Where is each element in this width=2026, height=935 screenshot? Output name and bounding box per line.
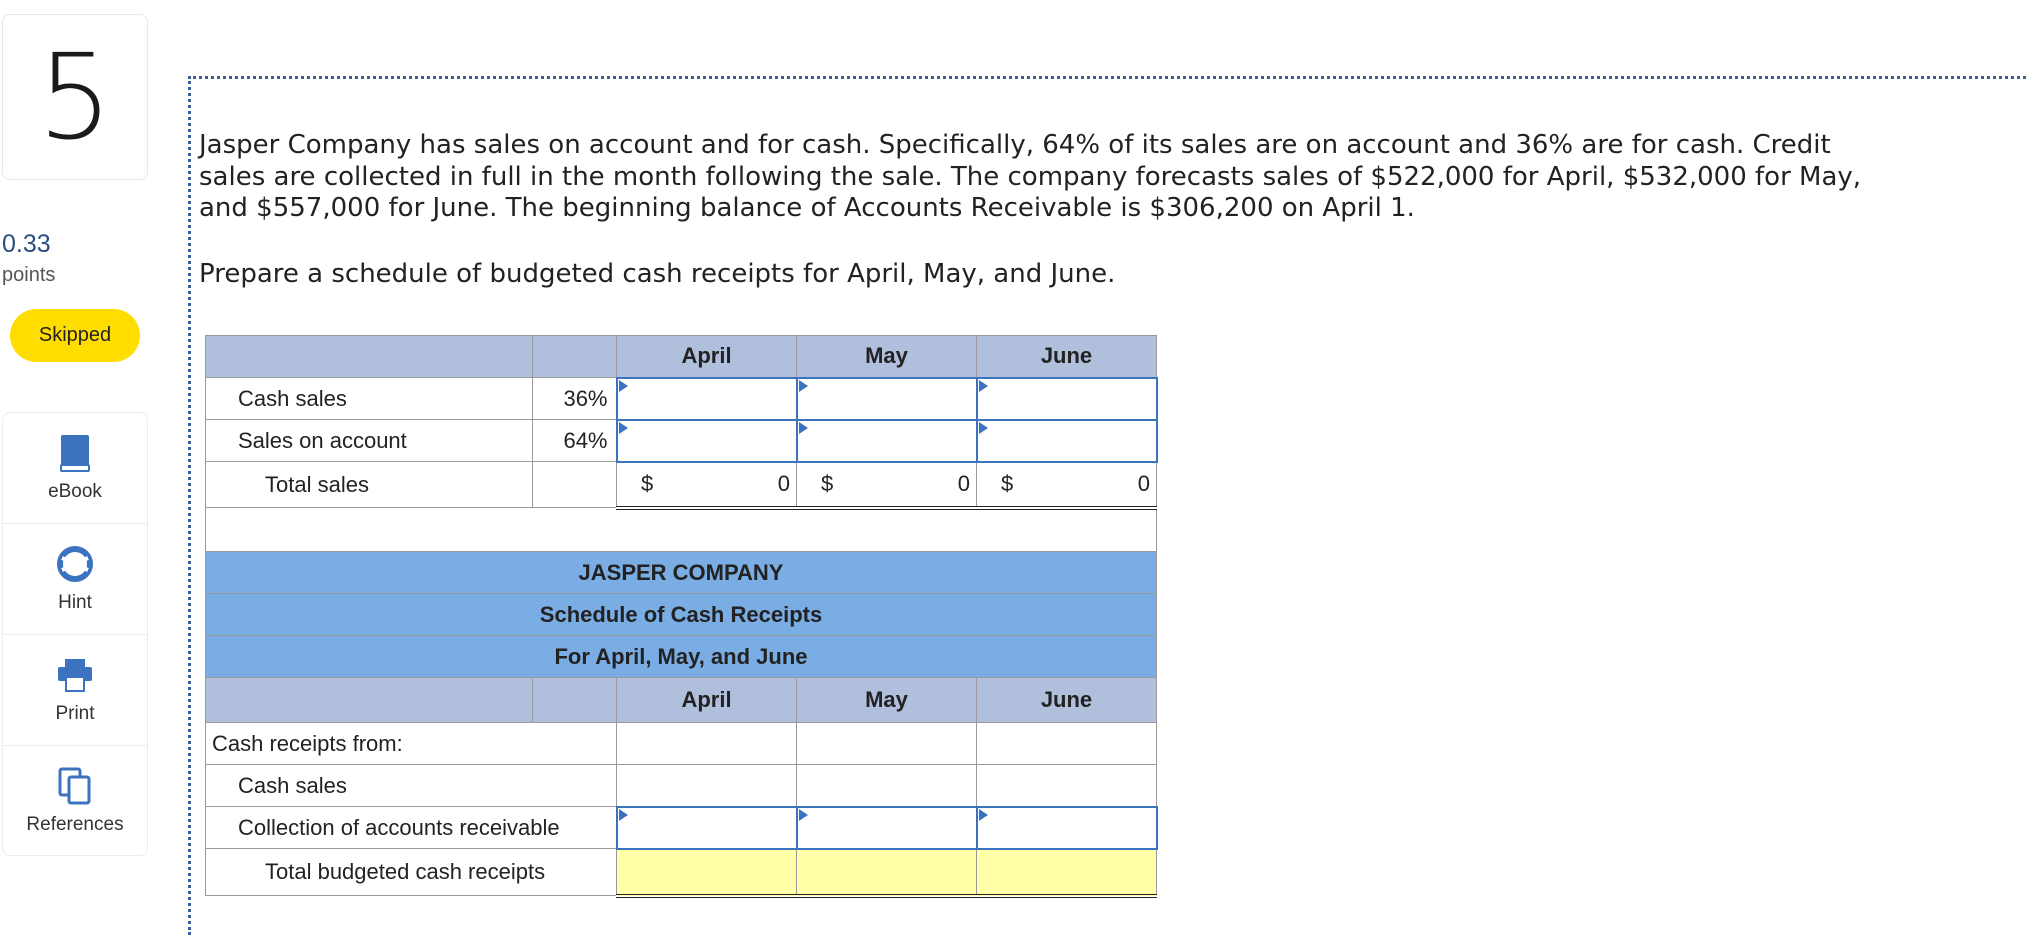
period-row (206, 636, 1157, 678)
collections-row (206, 807, 1157, 849)
company-row (206, 552, 1157, 594)
currency-symbol: $ (641, 470, 654, 496)
empty-cell (797, 765, 977, 807)
row-label: Collection of accounts receivable (206, 807, 617, 849)
empty-cell (797, 723, 977, 765)
cash-sales-may-input[interactable] (797, 378, 977, 420)
account-sales-april-input[interactable] (617, 420, 797, 462)
row-label: Total budgeted cash receipts (206, 849, 617, 896)
problem-statement: Jasper Company has sales on account and for cash. Specifically, 64% of its sales are on account and 36% are for cash. Credit sales are collected in full in the month following the sale. The company forecasts sales of $522,000 for April, $532,000 for May, and $557,000 for June. The beginning balance of Accounts Receivable is $306,200 on April 1. (199, 130, 1862, 223)
total-value: 0 (1137, 470, 1150, 496)
cash-sales-april-input[interactable] (617, 378, 797, 420)
schedule-period: For April, May, and June (206, 636, 1157, 678)
header-april: April (617, 678, 797, 723)
header-june: June (977, 678, 1157, 723)
total-sales-june (977, 462, 1157, 508)
points-value: 0.33 (2, 230, 51, 258)
total-value: 0 (777, 470, 790, 496)
total-receipts-row (206, 849, 1157, 896)
header-may: May (797, 336, 977, 378)
print-label: Print (55, 703, 95, 724)
total-receipts-april (617, 849, 797, 896)
cash-sales-row (206, 378, 1157, 420)
sales-on-account-row (206, 420, 1157, 462)
points-label: points (2, 264, 56, 286)
total-sales-row (206, 462, 1157, 508)
collections-may-input[interactable] (797, 807, 977, 849)
account-sales-june-input[interactable] (977, 420, 1157, 462)
status-badge[interactable]: Skipped (10, 309, 140, 362)
question-number: 5 (37, 28, 113, 166)
row-label: Total sales (206, 462, 533, 508)
content-border-top (188, 76, 2026, 79)
empty-cell (617, 765, 797, 807)
references-label: References (26, 814, 124, 835)
currency-symbol: $ (1001, 470, 1014, 496)
header-blank (533, 336, 617, 378)
spacer-row (206, 508, 1157, 552)
print-button[interactable] (3, 635, 147, 746)
header-may: May (797, 678, 977, 723)
question-number-box (2, 14, 148, 180)
spacer-cell (206, 508, 1157, 552)
row-blank (533, 462, 617, 508)
receipts-from-row (206, 723, 1157, 765)
empty-cell (977, 765, 1157, 807)
instruction-text: Prepare a schedule of budgeted cash receipts for April, May, and June. (199, 259, 1116, 289)
hint-button[interactable] (3, 524, 147, 635)
total-sales-may (797, 462, 977, 508)
printer-icon (55, 655, 95, 695)
content-border-left (188, 76, 191, 935)
empty-cell (617, 723, 797, 765)
cash-sales-june-input[interactable] (977, 378, 1157, 420)
copy-icon (55, 766, 95, 806)
schedule-header-row (206, 678, 1157, 723)
collections-june-input[interactable] (977, 807, 1157, 849)
total-sales-april (617, 462, 797, 508)
schedule-title: Schedule of Cash Receipts (206, 594, 1157, 636)
section-label: Cash receipts from: (206, 723, 617, 765)
references-button[interactable] (3, 746, 147, 856)
company-name: JASPER COMPANY (206, 552, 1157, 594)
schedule-cash-sales-row (206, 765, 1157, 807)
sales-header-row (206, 336, 1157, 378)
ebook-button[interactable] (3, 413, 147, 524)
row-percent: 36% (533, 378, 617, 420)
header-june: June (977, 336, 1157, 378)
account-sales-may-input[interactable] (797, 420, 977, 462)
schedule-title-row (206, 594, 1157, 636)
header-april: April (617, 336, 797, 378)
total-receipts-june (977, 849, 1157, 896)
worksheet-table (205, 335, 1158, 898)
ebook-label: eBook (48, 481, 102, 502)
header-blank (533, 678, 617, 723)
row-label: Cash sales (206, 378, 533, 420)
total-receipts-may (797, 849, 977, 896)
hint-label: Hint (58, 592, 92, 613)
book-icon (55, 433, 95, 473)
row-label: Sales on account (206, 420, 533, 462)
tool-panel (2, 412, 148, 856)
row-percent: 64% (533, 420, 617, 462)
header-blank (206, 336, 533, 378)
currency-symbol: $ (821, 470, 834, 496)
empty-cell (977, 723, 1157, 765)
total-value: 0 (957, 470, 970, 496)
collections-april-input[interactable] (617, 807, 797, 849)
lifebuoy-icon (55, 544, 95, 584)
header-blank (206, 678, 533, 723)
row-label: Cash sales (206, 765, 617, 807)
